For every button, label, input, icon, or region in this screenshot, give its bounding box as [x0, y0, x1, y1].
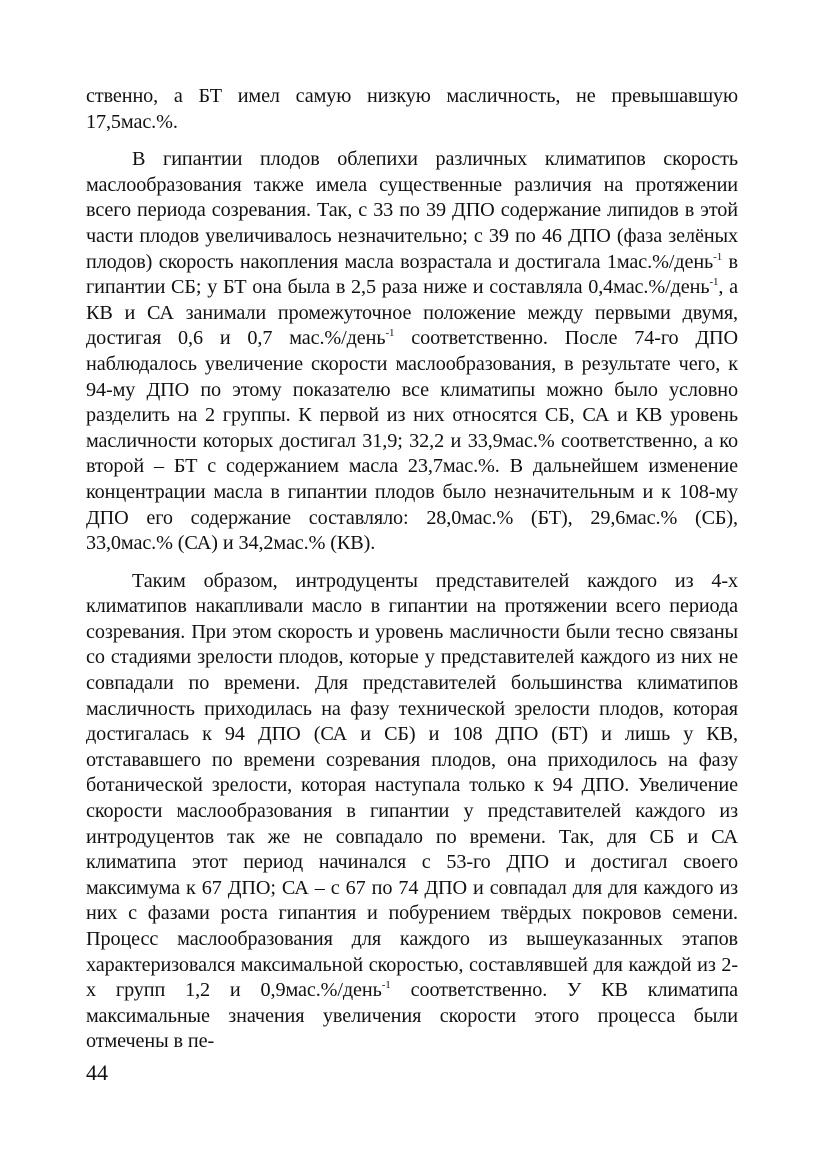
text-run: Таким образом, интродуценты представителей каждого из 4-х климатипов накапливали масло в гипантии на протяжении всего периода созревания. При этом скорость и уровень масличности были тесно связаны со стадиями зрелости плодов, которые у представителей каждого из них не совпадали по времени. Для представителей большинства климатипов масличность приходилась на фазу технической зрелости плодов, которая достигалась к 94 ДПО (СА и СБ) и 108 ДПО (БТ) и лишь у КВ, отстававшего по времени созревания плодов, она приходилось на фазу ботанической зрелости, которая наступала только к 94 ДПО. Увеличение скорости маслообразования в гипантии у представителей каждого из интродуцентов так же не совпадало по времени. Так, для СБ и СА климатипа этот период начинался с 53-го ДПО и достигал своего максимума к 67 ДПО; СА – с 67 по 74 ДПО и совпадал для для каждого из них с фазами роста гипантия и побурением твёрдых покровов семени. Процесс маслообразования для каждого из вышеуказанных этапов характеризовался максимальной скоростью, составлявшей для каждой из 2-х групп 1,2 и 0,9мас.%/день: [86, 569, 738, 1002]
superscript: -1: [709, 276, 719, 289]
superscript: -1: [381, 979, 391, 992]
text-run: соответственно. У КВ климатипа максимальные значения увеличения скорости этого процесса были отмечены в пе-: [86, 979, 739, 1053]
page-number: 44: [86, 1060, 108, 1085]
paragraph-conclusion: [86, 569, 738, 1055]
text-run: В гипантии плодов облепихи различных климатипов скорость маслообразования также имела существенные различия на протяжении всего периода созревания. Так, с 33 по 39 ДПО содержание липидов в этой части плодов увеличивалось незначительно; с 39 по 46 ДПО (фаза зелёных плодов) скорость накопления масла возрастала и достигала 1мас.%/день: [86, 148, 738, 273]
paragraph-hypanthium-oil-rate: [86, 147, 738, 557]
superscript: -1: [385, 327, 395, 340]
text-run: , а КВ и СА занимали промежуточное положение между первыми двумя, достигая 0,6 и 0,7 мас.%/день: [86, 276, 738, 350]
paragraph-continuation: ственно, а БТ имел самую низкую масличность, не превышавшую 17,5мас.%.: [86, 85, 738, 133]
superscript: -1: [713, 250, 723, 263]
text-run: в гипантии СБ; у БТ она была в 2,5 раза ниже и составляла 0,4мас.%/день: [86, 250, 738, 299]
body-text: [86, 84, 738, 1055]
text-run: соответственно. После 74-го ДПО наблюдалось увеличение скорости маслообразования, в результате чего, к 94-му ДПО по этому показателю все климатипы можно было условно разделить на 2 группы. К первой из них относятся СБ, СА и КВ уровень масличности которых достигал 31,9; 32,2 и 33,9мас.% соответственно, а ко второй – БТ с содержанием масла 23,7мас.%. В дальнейшем изменение концентрации масла в гипантии плодов было незначительным и к 108-му ДПО его содержание составляло: 28,0мас.% (БТ), 29,6мас.% (СБ), 33,0мас.% (СА) и 34,2мас.% (КВ).: [86, 327, 739, 555]
